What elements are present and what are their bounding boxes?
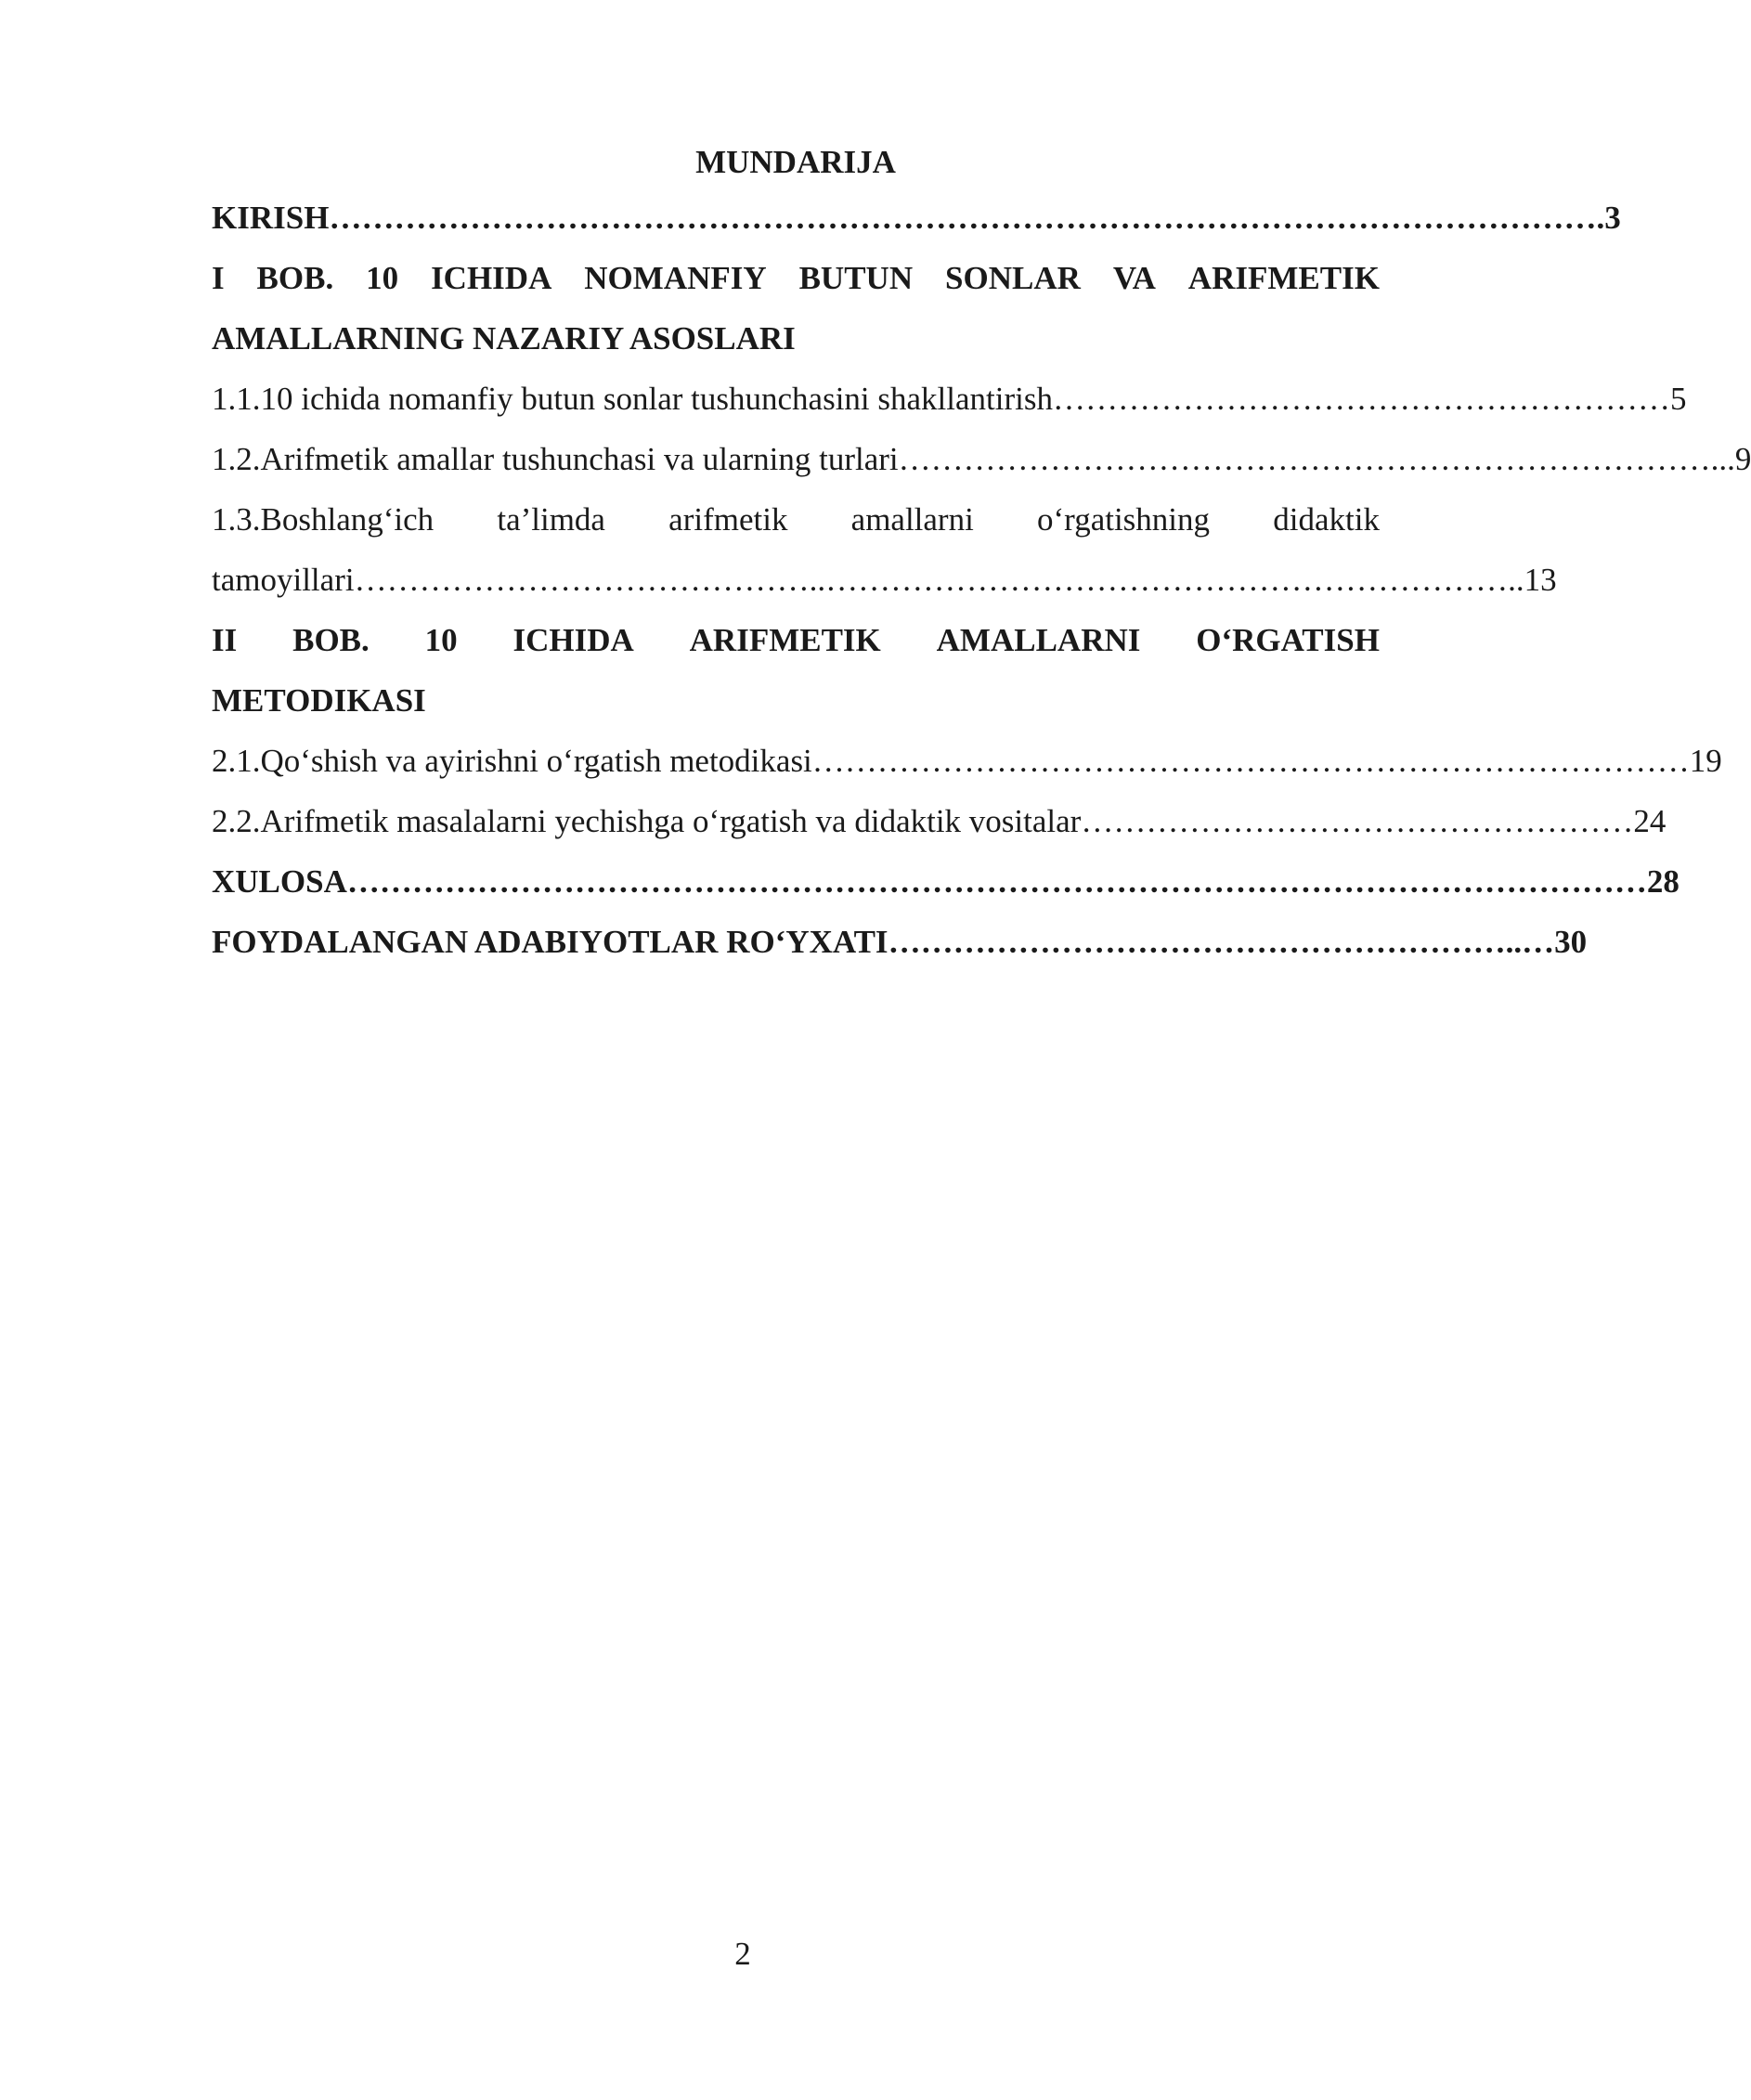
toc-word: NOMANFIY	[584, 260, 767, 296]
toc-entry-title: XULOSA	[212, 863, 347, 900]
toc-word: ICHIDA	[512, 622, 634, 658]
toc-leader-dots: ………………………………………………………………………	[811, 743, 1690, 779]
toc-page-number: 13	[1524, 562, 1557, 598]
toc-word: O‘RGATISH	[1196, 622, 1380, 658]
toc-chapter-1-heading-line-1[interactable]	[212, 248, 1380, 308]
toc-entry-title: KIRISH	[212, 200, 330, 236]
toc-page-number: 5	[1669, 381, 1687, 417]
toc-entry-2-1[interactable]	[212, 731, 1722, 791]
page-number: 2	[734, 1936, 751, 1972]
toc-entry-kirish[interactable]	[212, 188, 1621, 248]
toc-word: VA	[1112, 260, 1156, 296]
toc-word: BOB.	[256, 260, 334, 296]
toc-entry-title: AMALLARNING NAZARIY ASOSLARI	[212, 320, 796, 356]
toc-page-number: 28	[1646, 863, 1680, 900]
toc-heading: MUNDARIJA	[695, 144, 896, 180]
toc-word: amallarni	[850, 501, 974, 538]
toc-entry-1-1[interactable]	[212, 369, 1687, 429]
toc-page-number: 19	[1689, 743, 1722, 779]
toc-chapter-2-heading-line-2[interactable]	[212, 670, 1380, 731]
toc-leader-dots: …………………………………………………	[1052, 381, 1670, 417]
toc-leader-dots: …………………………………………………………………………………………………………	[346, 863, 1647, 900]
toc-word: BUTUN	[798, 260, 914, 296]
toc-page-number: 3	[1604, 200, 1621, 236]
table-of-contents	[212, 137, 1751, 972]
toc-word: 10	[366, 260, 399, 296]
toc-leader-dots: ……………………………………..………………………………………………………..	[354, 562, 1524, 598]
toc-word: ARIFMETIK	[689, 622, 881, 658]
toc-entry-title: 1.2.Arifmetik amallar tushunchasi va ularning turlari	[212, 441, 899, 477]
toc-entry-title: METODIKASI	[212, 682, 426, 719]
toc-entry-xulosa[interactable]	[212, 851, 1680, 912]
toc-word: o‘rgatishning	[1037, 501, 1211, 538]
toc-word: ARIFMETIK	[1187, 260, 1380, 296]
toc-leader-dots: ……………………………………………	[1081, 803, 1634, 839]
toc-entry-1-3-line-2[interactable]	[212, 550, 1557, 610]
toc-entry-title: 2.1.Qo‘shish va ayirishni o‘rgatish metodikasi	[212, 743, 812, 779]
toc-entry-title: 2.2.Arifmetik masalalarni yechishga o‘rgatish va didaktik vositalar	[212, 803, 1082, 839]
toc-word: I	[212, 260, 225, 296]
toc-leader-dots: …………………………………………………..…	[888, 924, 1555, 960]
toc-word: didaktik	[1273, 501, 1380, 538]
toc-entry-2-2[interactable]	[212, 791, 1667, 851]
toc-entry-title: FOYDALANGAN ADABIYOTLAR RO‘YXATI	[212, 924, 888, 960]
toc-leader-dots: …………………………………………………………………...	[898, 441, 1735, 477]
toc-word: 10	[424, 622, 458, 658]
toc-chapter-1-heading-line-2[interactable]	[212, 308, 1380, 369]
toc-word: BOB.	[292, 622, 370, 658]
toc-page-number: 24	[1633, 803, 1667, 839]
toc-word: ta’limda	[497, 501, 605, 538]
toc-entry-1-3-line-1[interactable]	[212, 489, 1380, 550]
toc-word: 1.3.Boshlang‘ich	[212, 501, 435, 538]
toc-word: AMALLARNI	[936, 622, 1141, 658]
toc-entry-title: tamoyillari	[212, 562, 355, 598]
toc-leader-dots: ……………………………………………………………………………………………………….	[329, 200, 1605, 236]
toc-word: SONLAR	[945, 260, 1081, 296]
toc-page-number: 9	[1734, 441, 1751, 477]
toc-word: arifmetik	[668, 501, 788, 538]
toc-page-number: 30	[1554, 924, 1588, 960]
toc-entry-bibliography[interactable]	[212, 912, 1588, 972]
toc-entry-1-2[interactable]	[212, 429, 1751, 489]
toc-word: ICHIDA	[431, 260, 552, 296]
toc-entry-title: 1.1.10 ichida nomanfiy butun sonlar tushunchasini shakllantirish	[212, 381, 1053, 417]
toc-word: II	[212, 622, 238, 658]
toc-chapter-2-heading-line-1[interactable]	[212, 610, 1380, 670]
